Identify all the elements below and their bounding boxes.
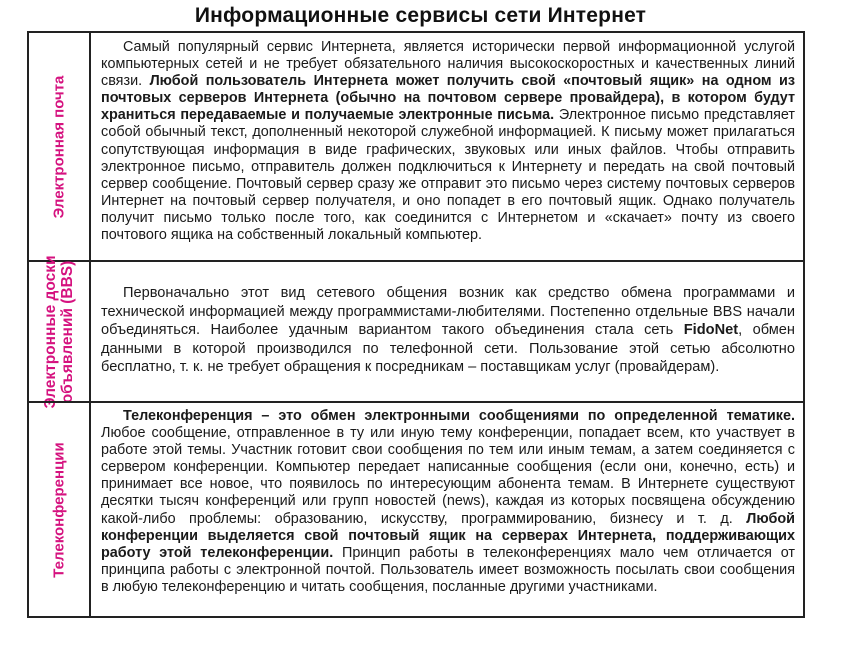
row-description — [91, 262, 803, 401]
row-label-cell — [29, 403, 91, 616]
description-paragraph — [101, 408, 795, 596]
description-paragraph — [101, 284, 795, 377]
bold-text-run: FidoNet — [683, 322, 739, 338]
text-run: Любое сообщение, отправленное в ту или иную тему конференции, попадает всем, кто участвует в работе этой темы. Участник готовит свои сообщения по тем или иным темам, а затем соединяется с сервером конференции. Компьютер передает написанные сообщения (если они, конечно, есть) и принимает все новое, что появилось по интересующим абонента темам. В Интернете существуют десятки тысяч конференций или групп новостей (news), каждая из которых посвящена обсуждению какой-либо проблемы: образованию, искусству, программированию, бизнесу и т. д. — [101, 425, 795, 527]
row-label-cell — [29, 33, 91, 260]
row-label-cell — [29, 254, 91, 409]
row-description — [91, 403, 803, 616]
table-row-bbs — [29, 254, 803, 409]
row-label: Телеконференции — [50, 441, 68, 578]
services-table — [27, 31, 805, 618]
bold-text-run: Любой конференции выделяется свой почтовый ящик на серверах Интернета, поддерживающих работу этой телеконференции. — [101, 510, 795, 561]
description-paragraph — [101, 39, 795, 244]
text-run: Электронное письмо представляет собой обычный текст, дополненный некоторой служебной информацией. К письму может прилагаться сопутствующая информация в виде графических, звуковых или иных файлов. Чтобы отправить электронное письмо, отправитель должен подключиться к Интернету и передать на свой почтовый сервер сообщение. Почтовый сервер сразу же отправит это письмо через систему почтовых серверов Интернет на почтовый сервер получателя, и оно попадет в его почтовый ящик. Однако получатель получит письмо только после того, как соединится с Интернетом и «скачает» почту из своего почтового ящика на собственный локальный компьютер. — [101, 107, 796, 244]
table-row-teleconferences — [29, 401, 803, 616]
page-title: Информационные сервисы сети Интернет — [194, 4, 647, 27]
row-label: Электронные доски объявлений (BBS) — [42, 254, 76, 409]
text-run: Принцип работы в телеконференциях мало чем отличается от принципа работы с электронной почтой. Пользователь имеет возможность посылать свои сообщения в любую телеконференцию и читать сообщения, посланные другими участниками. — [101, 544, 795, 595]
table-row-email — [29, 33, 803, 260]
text-run: , обмен данными в которой производился по телефонной сети. Пользование этой сетью абсолютно бесплатно, т. к. не требует обращения к посредникам – поставщикам услуг (провайдерам). — [101, 322, 795, 375]
text-run: Первоначально этот вид сетевого общения возник как средство обмена программами и технической информацией между программистами-любителями. Постепенно отдельные BBS начали объединяться. Наиболее удачным вариантом такого объединения стала сеть — [101, 285, 795, 338]
row-description — [91, 33, 803, 260]
row-label: Электронная почта — [50, 75, 68, 218]
text-run: Самый популярный сервис Интернета, является исторически первой информационной услугой компьютерных сетей и не требует обязательного наличия высокоскоростных и качественных линий связи. — [101, 39, 795, 90]
bold-text-run: Телеконференция – это обмен электронными сообщениями по определенной тематике. — [123, 408, 795, 424]
bold-text-run: Любой пользователь Интернета может получить свой «почтовый ящик» на одном из почтовых серверов Интернета (обычно на почтовом сервере провайдера), в котором будут храниться передаваемые и получаемые электронные письма. — [101, 73, 796, 124]
